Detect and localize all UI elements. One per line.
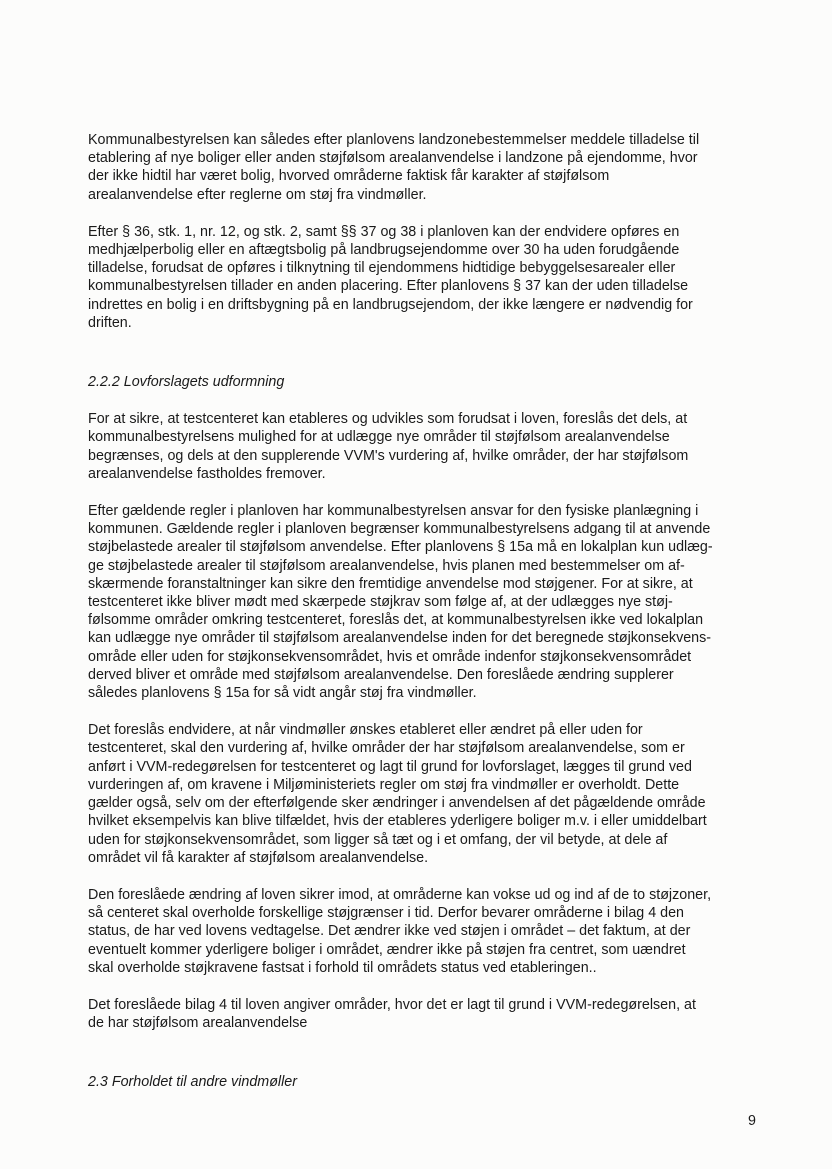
paragraph-annex-4: Det foreslåede bilag 4 til loven angiver områder, hvor det er lagt til grund i VVM-redegørelsen, at de har støjfølsom arealanvendelse xyxy=(88,996,696,1032)
page-number: 9 xyxy=(748,1113,756,1129)
section-heading-2-2-2: 2.2.2 Lovforslagets udformning xyxy=(88,374,285,391)
document-body xyxy=(88,131,770,1111)
paragraph-assessment: Det foreslås endvidere, at når vindmøller ønskes etableret eller ændret på eller uden for testcenteret, skal den vurdering af, hvilke områder der har støjfølsom arealanvendelse, som er anført i VVM-redegørelsen for testcenteret og lagt til grund for lovforslaget, lægges til grund ved vurderingen af, om kravene i Miljøministeriets regler om støj fra vindmøller er overholdt. Dette gælder også, selv om der efterfølgende sker ændringer i anvendelsen af det pågældende område hvilket eksempelvis kan blive tilfældet, hvis der etableres yderligere boliger m.v. i eller umiddelbart uden for støjkonsekvensområdet, som ligger så tæt og i et omfang, der vil betyde, at dele af området vil få karakter af støjfølsom arealanvendelse. xyxy=(88,722,707,866)
paragraph-landzone: Kommunalbestyrelsen kan således efter planlovens landzonebestemmelser meddele tilladelse til etablering af nye boliger eller anden støjfølsom arealanvendelse i landzone på ejendomme, hvor der ikke hidtil har været bolig, hvorved områderne faktisk får karakter af støjfølsom arealanvendelse efter reglerne om støj fra vindmøller. xyxy=(88,132,700,203)
section-spacer xyxy=(88,351,770,373)
paragraph-medhjaelperbolig: Efter § 36, stk. 1, nr. 12, og stk. 2, samt §§ 37 og 38 i planloven kan der endvidere opføres en medhjælperbolig eller en aftægtsbolig på landbrugsejendomme over 30 ha uden forudgående tilladelse, forudsat de opføres i tilknytning til ejendommens hidtidige bebyggelsesarealer eller kommunalbestyrelsen tillader en anden placering. Efter planlovens § 37 kan der uden tilladelse indrettes en bolig i en driftsbygning på en landbrugsejendom, der ikke længere er nødvendig for driften. xyxy=(88,223,693,331)
section-spacer xyxy=(88,1051,770,1073)
paragraph-current-rules: Efter gældende regler i planloven har kommunalbestyrelsen ansvar for den fysiske planlægning i kommunen. Gældende regler i planloven begrænser kommunalbestyrelsens adgang til at anvende støjbelastede arealer til støjfølsom anvendelse. Efter planlovens § 15a må en lokalplan kun udlæg- ge støjbelastede arealer til støjfølsom arealanvendelse, hvis planen med bestemmelser om af- skærmende foranstaltninger kan sikre den fremtidige anvendelse mod støjgener. For at sikre, at testcenteret ikke bliver mødt med skærpede støjkrav som følge af, at der udlægges nye støj- følsomme områder omkring testcenteret, foreslås det, at kommunalbestyrelsen ikke ved lokalplan kan udlægge nye områder til støjfølsom arealanvendelse inden for det beregnede støjkonsekvens- område eller uden for støjkonsekvensområdet, hvis et område indenfor støjkonsekvensområdet derved bliver et område med støjfølsom arealanvendelse. Den foreslåede ændring supplerer således planlovens § 15a for så vidt angår støj fra vindmøller. xyxy=(88,503,713,702)
section-heading-2-3: 2.3 Forholdet til andre vindmøller xyxy=(88,1074,297,1091)
paragraph-change-effect: Den foreslåede ændring af loven sikrer imod, at områderne kan vokse ud og ind af de to støjzoner, så centeret skal overholde forskellige støjgrænser i tid. Derfor bevarer områderne i bilag 4 den status, de har ved lovens vedtagelse. Det ændrer ikke ved støjen i området – det faktum, at der eventuelt kommer yderligere boliger i området, ændrer ikke på støjen fra centret, som uændret skal overholde støjkravene fastsat i forhold til områdets status ved etableringen.. xyxy=(88,886,712,976)
paragraph-purpose: For at sikre, at testcenteret kan etableres og udvikles som forudsat i loven, foreslås det dels, at kommunalbestyrelsens mulighed for at udlægge nye områder til støjfølsom arealanvendelse begrænses, og dels at den supplerende VVM's vurdering af, hvilke områder, der har støjfølsom arealanvendelse fastholdes fremover. xyxy=(88,411,689,482)
